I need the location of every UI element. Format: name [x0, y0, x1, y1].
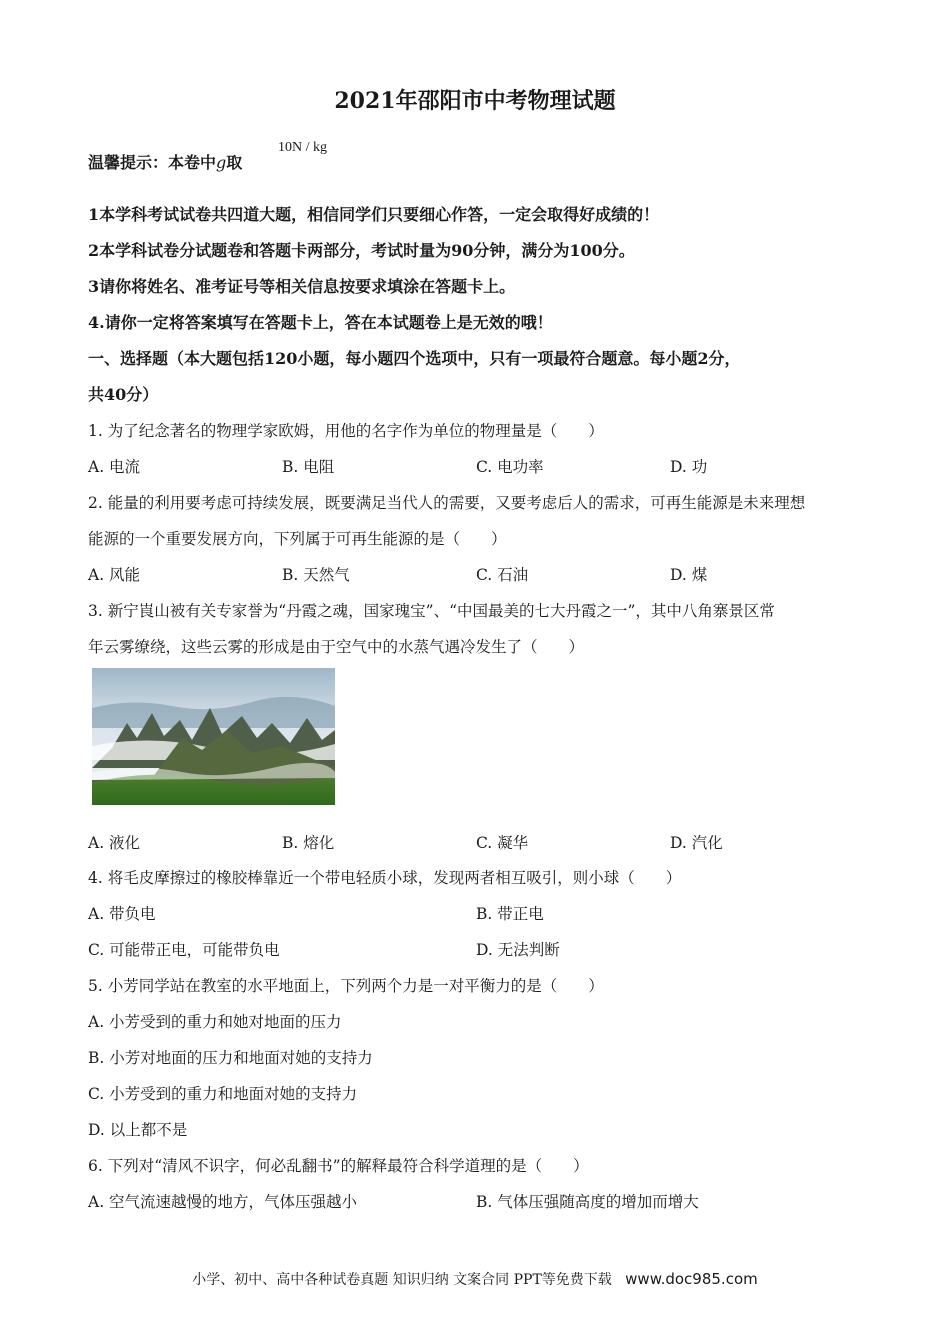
q2-option-d: D. 煤: [670, 566, 708, 584]
q5-option-d: D. 以上都不是: [88, 1121, 188, 1139]
question-4-stem: 4. 将毛皮摩擦过的橡胶棒靠近一个带电轻质小球，发现两者相互吸引，则小球（ ）: [88, 869, 682, 887]
page-footer: [0, 1269, 950, 1289]
q1-option-b: B. 电阻: [282, 458, 335, 476]
q6-option-b: B. 气体压强随高度的增加而增大: [476, 1193, 699, 1211]
hint-symbol: g: [216, 153, 227, 172]
note-4: 4.请你一定将答案填写在答题卡上，答在本试题卷上是无效的哦！: [88, 313, 553, 332]
hint-prefix: 温馨提示：本卷中: [88, 153, 217, 172]
footer-text: 小学、初中、高中各种试卷真题 知识归纳 文案合同 PPT等免费下载: [192, 1272, 612, 1288]
section-heading-cont: 共40分）: [88, 385, 159, 404]
question-2-stem-cont: 能源的一个重要发展方向，下列属于可再生能源的是（ ）: [88, 530, 507, 548]
q3-option-d: D. 汽化: [670, 834, 723, 852]
question-1-stem: 1. 为了纪念著名的物理学家欧姆，用他的名字作为单位的物理量是（ ）: [88, 422, 604, 440]
q5-option-a: A. 小芳受到的重力和她对地面的压力: [88, 1013, 342, 1031]
note-2: 2本学科试卷分试题卷和答题卡两部分，考试时量为90分钟，满分为100分。: [88, 241, 635, 260]
q1-option-a: A. 电流: [88, 458, 141, 476]
note-3: 3请你将姓名、准考证号等相关信息按要求填涂在答题卡上。: [88, 277, 516, 296]
q3-option-b: B. 熔化: [282, 834, 335, 852]
section-heading: 一、选择题（本大题包括120小题，每小题四个选项中，只有一项最符合题意。每小题2分，: [88, 349, 741, 368]
hint-line: [88, 150, 242, 173]
q6-option-a: A. 空气流速越慢的地方，气体压强越小: [88, 1193, 358, 1211]
q4-option-d: D. 无法判断: [476, 941, 560, 959]
q4-option-a: A. 带负电: [88, 905, 156, 923]
question-5-stem: 5. 小芳同学站在教室的水平地面上，下列两个力是一对平衡力的是（ ）: [88, 977, 604, 995]
q4-option-b: B. 带正电: [476, 905, 544, 923]
question-6-stem: 6. 下列对“清风不识字，何必乱翻书”的解释最符合科学道理的是（ ）: [88, 1157, 589, 1175]
hint-suffix: 取: [226, 153, 243, 172]
q1-option-c: C. 电功率: [476, 458, 544, 476]
mountain-fog-photo: [92, 668, 335, 805]
q5-option-b: B. 小芳对地面的压力和地面对她的支持力: [88, 1049, 373, 1067]
hint-value: 10N / kg: [278, 140, 327, 155]
q4-option-c: C. 可能带正电，可能带负电: [88, 941, 280, 959]
footer-link[interactable]: www.doc985.com: [625, 1270, 758, 1288]
note-1: 1本学科考试试卷共四道大题，相信同学们只要细心作答，一定会取得好成绩的！: [88, 205, 660, 224]
question-2-stem: 2. 能量的利用要考虑可持续发展，既要满足当代人的需要，又要考虑后人的需求，可再生能源是未来理想: [88, 494, 806, 512]
q5-option-c: C. 小芳受到的重力和地面对她的支持力: [88, 1085, 358, 1103]
question-3-stem: 3. 新宁崀山被有关专家誉为“丹霞之魂，国家瑰宝”、“中国最美的七大丹霞之一”，其中八角寨景区常: [88, 602, 775, 620]
q2-option-c: C. 石油: [476, 566, 529, 584]
q3-option-a: A. 液化: [88, 834, 141, 852]
q3-option-c: C. 凝华: [476, 834, 529, 852]
question-3-stem-cont: 年云雾缭绕，这些云雾的形成是由于空气中的水蒸气遇冷发生了（ ）: [88, 638, 585, 656]
q1-option-d: D. 功: [670, 458, 708, 476]
page-title: 2021年邵阳市中考物理试题: [334, 88, 616, 114]
q2-option-b: B. 天然气: [282, 566, 350, 584]
q2-option-a: A. 风能: [88, 566, 141, 584]
